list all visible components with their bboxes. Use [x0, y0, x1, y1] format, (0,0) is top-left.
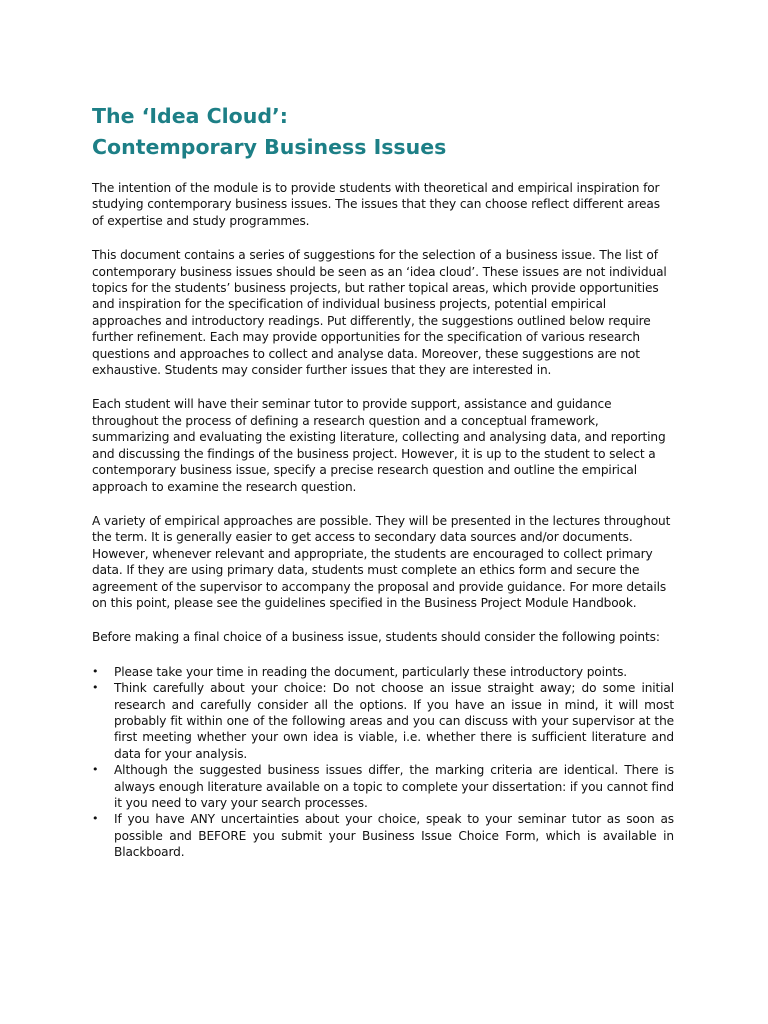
choice-point-text: If you have ANY uncertainties about your choice, speak to your seminar tutor as soon as possible and BEFORE you submit your Business Issue Choice Form, which is available in Blackboard. [114, 812, 674, 860]
bullet-icon: • [92, 763, 99, 777]
choice-point-item [92, 664, 674, 680]
document-title-line-1: The ‘Idea Cloud’: [92, 104, 288, 128]
intro-paragraph: The intention of the module is to provide students with theoretical and empirical inspiration for studying contemporary business issues. The issues that they can choose reflect different areas of expertise and study programmes. [92, 181, 660, 228]
bullet-icon: • [92, 812, 99, 826]
bullet-icon: • [92, 681, 99, 695]
choice-point-text: Although the suggested business issues differ, the marking criteria are identical. There is always enough literature available on a topic to complete your dissertation: if you cannot find it you need to vary your search processes. [114, 763, 674, 810]
choice-points-intro-paragraph: Before making a final choice of a business issue, students should consider the following points: [92, 630, 660, 645]
choice-point-item [92, 680, 674, 762]
choice-point-text: Please take your time in reading the document, particularly these introductory points. [114, 664, 628, 679]
empirical-approaches-paragraph: A variety of empirical approaches are possible. They will be presented in the lectures throughout the term. It is generally easier to get access to secondary data sources and/or documents. However, whenever relevant and appropriate, the students are encouraged to collect primary data. If they are using primary data, students must complete an ethics form and secure the agreement of the supervisor to accompany the proposal and provide guidance. For more details on this point, please see the guidelines specified in the Business Project Module Handbook. [92, 513, 671, 610]
document-title [92, 101, 682, 163]
document-title-line-2: Contemporary Business Issues [92, 135, 447, 159]
choice-point-item [92, 811, 674, 860]
idea-cloud-paragraph: This document contains a series of suggestions for the selection of a business issue. The list of contemporary business issues should be seen as an ‘idea cloud’. These issues are not individual topics for the students’ business projects, but rather topical areas, which provide opportunities and inspiration for the specification of individual business projects, potential empirical approaches and introductory readings. Put differently, the suggestions outlined below require further refinement. Each may provide opportunities for the specification of various research questions and approaches to collect and analyse data. Moreover, these suggestions are not exhaustive. Students may consider further issues that they are interested in. [92, 248, 667, 378]
choice-points-list [92, 664, 674, 861]
choice-point-item [92, 762, 674, 811]
seminar-tutor-paragraph: Each student will have their seminar tutor to provide support, assistance and guidance throughout the process of defining a research question and a conceptual framework, summarizing and evaluating the existing literature, collecting and analysing data, and reporting and discussing the findings of the business project. However, it is up to the student to select a contemporary business issue, specify a precise research question and outline the empirical approach to examine the research question. [92, 397, 666, 494]
bullet-icon: • [92, 664, 99, 678]
document-body [92, 180, 674, 861]
choice-point-text: Think carefully about your choice: Do not choose an issue straight away; do some initial research and carefully consider all the options. If you have an issue in mind, it will most probably fit within one of the following areas and you can discuss with your supervisor at the first meeting whether your own idea is viable, i.e. whether there is sufficient literature and data for your analysis. [114, 681, 674, 761]
